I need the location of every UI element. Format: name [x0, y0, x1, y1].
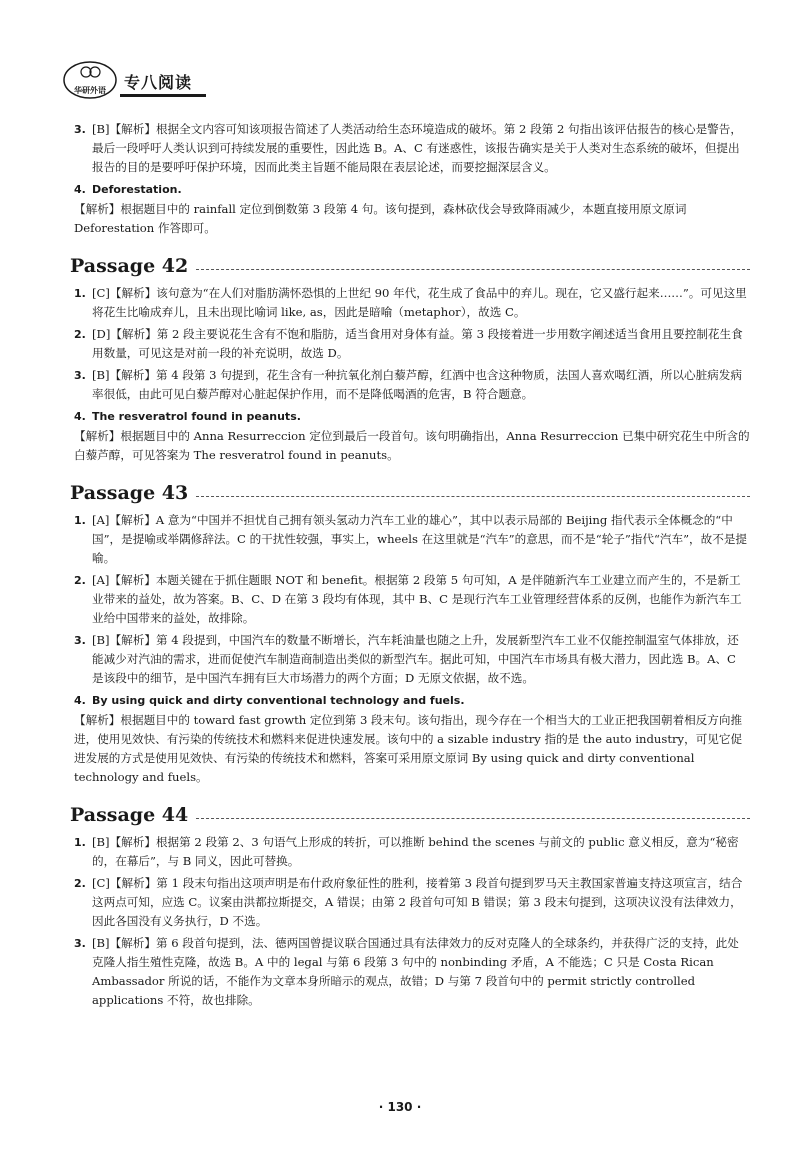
question-explanation	[74, 571, 750, 628]
explanation-text: [B]【解析】第 4 段提到，中国汽车的数量不断增长，汽车耗油量也随之上升，发展新型汽车工业不仅能控制温室气体排放，还能减少对汽油的需求，进而促使汽车制造商制造出类似的新型汽车。据此可知，中国汽车市场具有极大潜力，因此选 B。A、C 是该段中的细节，是中国汽车拥有巨大市场潜力的两个方面；D 无原文依据，故不选。	[92, 633, 739, 685]
explanation-text: [C]【解析】第 1 段末句指出这项声明是布什政府象征性的胜利，接着第 3 段首句提到罗马天主教国家普遍支持这项宣言，结合这两点可知，应选 C。议案由洪都拉斯提交，A 错误；由第 2 段首句可知 B 错误；第 3 段末句提到，这项决议没有法律效力，因此各国没有义务执行，D 不选。	[92, 876, 743, 928]
question-number: 3.	[74, 123, 86, 136]
question-explanation	[74, 366, 750, 404]
explanation-text: [B]【解析】第 6 段首句提到，法、德两国曾提议联合国通过具有法律效力的反对克隆人的全球条约，并获得广泛的支持，此处克隆人指生殖性克隆，故选 B。A 中的 legal 与第 6 段第 3 句中的 nonbinding 矛盾，A 不能选；C 只是 Costa Rican Ambassador 所说的话，不能作为文章本身所暗示的观点，故错；D 与第 7 段首句中的 permit strictly controlled applications 不符，故也排除。	[92, 936, 739, 1007]
passage-heading	[70, 481, 750, 505]
answer-line	[74, 407, 750, 426]
explanation-text: [B]【解析】根据第 2 段第 2、3 句语气上形成的转折，可以推断 behind the scenes 与前文的 public 意义相反，意为“秘密的，在幕后”，与 B 同义，因此可替换。	[92, 835, 739, 868]
page-header	[62, 60, 762, 100]
header-rule	[120, 94, 206, 97]
passage-title: Passage 43	[70, 482, 189, 504]
question-explanation	[74, 874, 750, 931]
question-explanation	[74, 284, 750, 322]
logo-text: 华研外语	[74, 86, 106, 95]
question-number: 1.	[74, 836, 86, 849]
passage-divider	[196, 818, 750, 819]
question-number: 3.	[74, 634, 86, 647]
explanation-text: [D]【解析】第 2 段主要说花生含有不饱和脂肪，适当食用对身体有益。第 3 段接着进一步用数字阐述适当食用且要控制花生食用数量，可见这是对前一段的补充说明，故选 D。	[92, 327, 743, 360]
publisher-logo-icon	[62, 60, 120, 100]
question-number: 3.	[74, 369, 86, 382]
passage-title: Passage 42	[70, 255, 189, 277]
page-number: · 130 ·	[378, 1100, 422, 1114]
answer-line	[74, 180, 750, 199]
question-explanation	[74, 833, 750, 871]
question-number: 2.	[74, 877, 86, 890]
passage-title: Passage 44	[70, 804, 189, 826]
question-explanation	[74, 325, 750, 363]
question-number: 2.	[74, 328, 86, 341]
passage-heading	[70, 254, 750, 278]
section-title: 专八阅读	[124, 73, 193, 92]
question-explanation	[74, 934, 750, 1010]
question-number: 2.	[74, 574, 86, 587]
answer-text: By using quick and dirty conventional technology and fuels.	[92, 694, 465, 707]
passage-divider	[196, 269, 750, 270]
analysis-note: 【解析】根据题目中的 Anna Resurreccion 定位到最后一段首句。该句明确指出，Anna Resurreccion 已集中研究花生中所含的白藜芦醇，可见答案为 The resveratrol found in peanuts。	[74, 429, 750, 462]
question-explanation	[74, 631, 750, 688]
question-explanation	[74, 511, 750, 568]
answer-text: The resveratrol found in peanuts.	[92, 410, 301, 423]
question-number: 1.	[74, 514, 86, 527]
explanation-text: [A]【解析】本题关键在于抓住题眼 NOT 和 benefit。根据第 2 段第 5 句可知，A 是伴随新汽车工业建立而产生的，不是新工业带来的益处，故为答案。B、C、D 在第 3 段均有体现，其中 B、C 是现行汽车工业管理经营体系的反例，也能作为新汽车工业给中国带来的益处，故排除。	[92, 573, 742, 625]
question-number: 3.	[74, 937, 86, 950]
answer-explanations	[70, 120, 750, 1013]
analysis-note: 【解析】根据题目中的 toward fast growth 定位到第 3 段末句。该句指出，现今存在一个相当大的工业正把我国朝着相反方向推进，使用见效快、有污染的传统技术和燃料来促进快速发展。该句中的 a sizable industry 指的是 the auto industry，可见它促进发展的方式是使用见效快、有污染的传统技术和燃料，答案可采用原文原词 By using quick and dirty conventional technology and fuels。	[74, 713, 743, 784]
explanation-text: [C]【解析】该句意为“在人们对脂肪满怀恐惧的上世纪 90 年代，花生成了食品中的弃儿。现在，它又盛行起来……”。可见这里将花生比喻成弃儿，且未出现比喻词 like, as，因此是暗喻（metaphor），故选 C。	[92, 286, 747, 319]
question-number: 4.	[74, 410, 86, 423]
answer-line	[74, 691, 750, 710]
question-number: 4.	[74, 183, 86, 196]
explanation-text: [A]【解析】A 意为“中国并不担忧自己拥有领头氢动力汽车工业的雄心”，其中以表示局部的 Beijing 指代表示全体概念的“中国”，是提喻或举隅修辞法。C 的干扰性较强，事实上，wheels 在这里就是“汽车”的意思，而不是“轮子”指代“汽车”，故不是提喻。	[92, 513, 748, 565]
passage-divider	[196, 496, 750, 497]
question-number: 4.	[74, 694, 86, 707]
explanation-text: [B]【解析】根据全文内容可知该项报告简述了人类活动给生态环境造成的破坏。第 2 段第 2 句指出该评估报告的核心是警告，最后一段呼吁人类认识到可持续发展的重要性，因此选 B。A、C 有迷惑性，该报告确实是关于人类对生态系统的破坏，但提出报告的目的是要呼吁保护环境，因而此类主旨题不能局限在表层论述，而要挖掘深层含义。	[92, 122, 742, 174]
question-explanation	[74, 120, 750, 177]
question-number: 1.	[74, 287, 86, 300]
explanation-text: [B]【解析】第 4 段第 3 句提到，花生含有一种抗氧化剂白藜芦醇，红酒中也含这种物质，法国人喜欢喝红酒，所以心脏病发病率很低，由此可见白藜芦醇对心脏起保护作用，而不是降低喝酒的危害，B 符合题意。	[92, 368, 742, 401]
answer-text: Deforestation.	[92, 183, 182, 196]
analysis-note: 【解析】根据题目中的 rainfall 定位到倒数第 3 段第 4 句。该句提到，森林砍伐会导致降雨减少，本题直接用原文原词 Deforestation 作答即可。	[74, 202, 687, 235]
passage-heading	[70, 803, 750, 827]
